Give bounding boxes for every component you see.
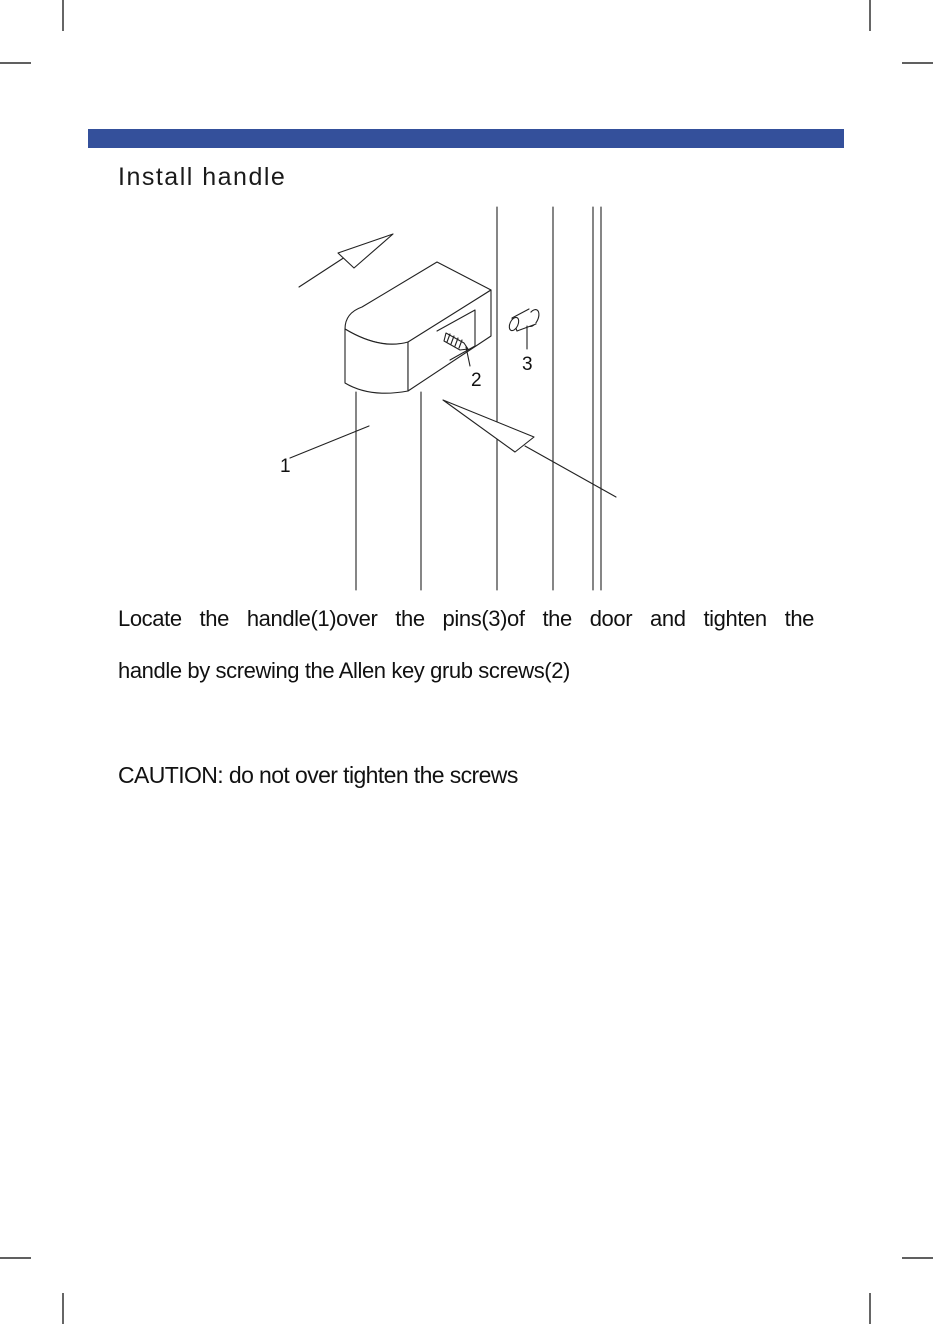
instruction-line-1: Locate the handle(1)over the pins(3)of the door and tighten the [118,606,814,631]
callout-1: 1 [280,456,291,477]
section-title: Install handle [118,163,287,191]
callout-3: 3 [522,354,533,375]
callout-2: 2 [471,370,482,391]
instruction-line-2: handle by screwing the Allen key grub screws(2) [118,658,570,683]
handle-connector-block [345,262,491,393]
direction-arrow-upper [299,234,393,287]
direction-arrow-lower [443,400,616,497]
door-frame-lines [497,207,601,590]
handle-bars [356,392,421,590]
caution-text: CAUTION: do not over tighten the screws [118,762,518,788]
handle-leader-line [290,426,369,458]
door-pin-icon [507,308,541,349]
